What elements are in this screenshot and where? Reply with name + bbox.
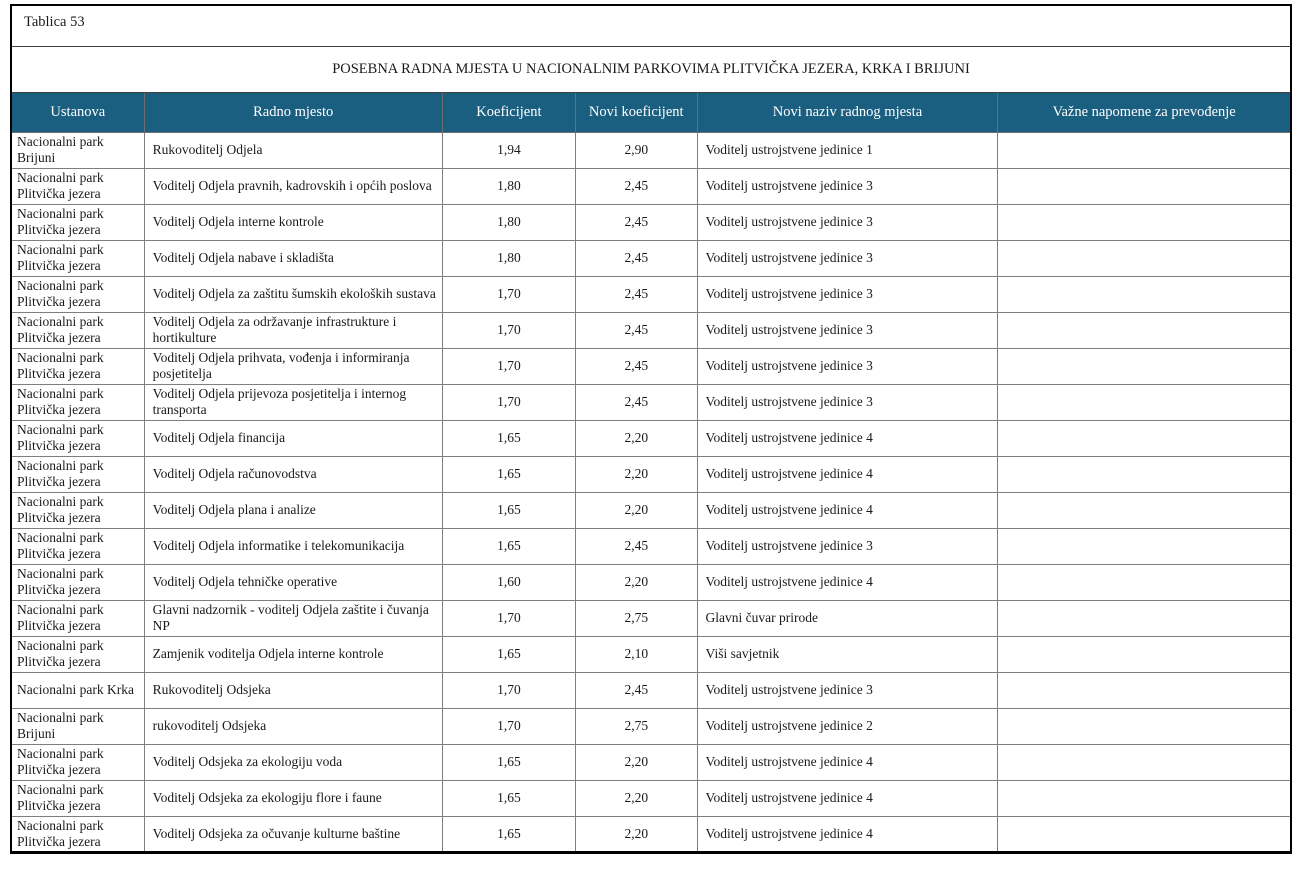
cell-radno: Voditelj Odsjeka za očuvanje kulturne baštine bbox=[144, 816, 442, 852]
cell-napomene bbox=[998, 276, 1291, 312]
cell-novikoef: 2,45 bbox=[575, 276, 697, 312]
cell-radno: Voditelj Odjela plana i analize bbox=[144, 492, 442, 528]
cell-napomene bbox=[998, 384, 1291, 420]
cell-napomene bbox=[998, 348, 1291, 384]
cell-novikoef: 2,75 bbox=[575, 708, 697, 744]
cell-novikoef: 2,20 bbox=[575, 816, 697, 852]
cell-napomene bbox=[998, 708, 1291, 744]
column-header-koef: Koeficijent bbox=[442, 92, 575, 132]
cell-radno: Voditelj Odjela nabave i skladišta bbox=[144, 240, 442, 276]
cell-radno: Voditelj Odjela interne kontrole bbox=[144, 204, 442, 240]
cell-ustanova: Nacionalni park Plitvička jezera bbox=[11, 636, 144, 672]
table-title-row bbox=[11, 46, 1291, 92]
cell-koef: 1,80 bbox=[442, 168, 575, 204]
cell-napomene bbox=[998, 132, 1291, 168]
cell-napomene bbox=[998, 528, 1291, 564]
cell-ustanova: Nacionalni park Plitvička jezera bbox=[11, 528, 144, 564]
cell-naziv: Voditelj ustrojstvene jedinice 3 bbox=[697, 672, 998, 708]
cell-napomene bbox=[998, 672, 1291, 708]
table-row bbox=[11, 204, 1291, 240]
table-row bbox=[11, 240, 1291, 276]
cell-ustanova: Nacionalni park Plitvička jezera bbox=[11, 312, 144, 348]
cell-naziv: Voditelj ustrojstvene jedinice 4 bbox=[697, 816, 998, 852]
table-row bbox=[11, 312, 1291, 348]
cell-naziv: Voditelj ustrojstvene jedinice 2 bbox=[697, 708, 998, 744]
cell-napomene bbox=[998, 744, 1291, 780]
table-body bbox=[11, 132, 1291, 852]
column-header-naziv: Novi naziv radnog mjesta bbox=[697, 92, 998, 132]
table-row bbox=[11, 780, 1291, 816]
column-header-row bbox=[11, 92, 1291, 132]
cell-koef: 1,65 bbox=[442, 780, 575, 816]
cell-radno: Voditelj Odjela za zaštitu šumskih ekoloških sustava bbox=[144, 276, 442, 312]
cell-napomene bbox=[998, 168, 1291, 204]
cell-napomene bbox=[998, 636, 1291, 672]
cell-napomene bbox=[998, 312, 1291, 348]
table-row bbox=[11, 132, 1291, 168]
cell-naziv: Voditelj ustrojstvene jedinice 3 bbox=[697, 168, 998, 204]
cell-naziv: Voditelj ustrojstvene jedinice 4 bbox=[697, 780, 998, 816]
cell-radno: rukovoditelj Odsjeka bbox=[144, 708, 442, 744]
cell-radno: Voditelj Odjela računovodstva bbox=[144, 456, 442, 492]
cell-novikoef: 2,45 bbox=[575, 312, 697, 348]
cell-novikoef: 2,45 bbox=[575, 204, 697, 240]
cell-naziv: Voditelj ustrojstvene jedinice 3 bbox=[697, 348, 998, 384]
cell-radno: Voditelj Odsjeka za ekologiju voda bbox=[144, 744, 442, 780]
cell-ustanova: Nacionalni park Plitvička jezera bbox=[11, 564, 144, 600]
table-row bbox=[11, 420, 1291, 456]
cell-napomene bbox=[998, 600, 1291, 636]
cell-napomene bbox=[998, 456, 1291, 492]
cell-radno: Voditelj Odsjeka za ekologiju flore i faune bbox=[144, 780, 442, 816]
cell-naziv: Voditelj ustrojstvene jedinice 4 bbox=[697, 420, 998, 456]
cell-koef: 1,94 bbox=[442, 132, 575, 168]
cell-koef: 1,70 bbox=[442, 312, 575, 348]
cell-ustanova: Nacionalni park Plitvička jezera bbox=[11, 456, 144, 492]
column-header-radno: Radno mjesto bbox=[144, 92, 442, 132]
cell-ustanova: Nacionalni park Brijuni bbox=[11, 708, 144, 744]
cell-koef: 1,65 bbox=[442, 816, 575, 852]
cell-napomene bbox=[998, 240, 1291, 276]
cell-ustanova: Nacionalni park Brijuni bbox=[11, 132, 144, 168]
cell-novikoef: 2,45 bbox=[575, 672, 697, 708]
cell-naziv: Glavni čuvar prirode bbox=[697, 600, 998, 636]
special-positions-table bbox=[10, 4, 1292, 854]
cell-napomene bbox=[998, 420, 1291, 456]
cell-ustanova: Nacionalni park Plitvička jezera bbox=[11, 816, 144, 852]
cell-napomene bbox=[998, 780, 1291, 816]
table-row bbox=[11, 564, 1291, 600]
cell-koef: 1,65 bbox=[442, 636, 575, 672]
table-row bbox=[11, 744, 1291, 780]
cell-naziv: Voditelj ustrojstvene jedinice 3 bbox=[697, 528, 998, 564]
cell-napomene bbox=[998, 816, 1291, 852]
cell-novikoef: 2,20 bbox=[575, 456, 697, 492]
cell-naziv: Voditelj ustrojstvene jedinice 3 bbox=[697, 312, 998, 348]
cell-ustanova: Nacionalni park Plitvička jezera bbox=[11, 348, 144, 384]
cell-koef: 1,70 bbox=[442, 600, 575, 636]
cell-ustanova: Nacionalni park Krka bbox=[11, 672, 144, 708]
cell-ustanova: Nacionalni park Plitvička jezera bbox=[11, 600, 144, 636]
cell-radno: Voditelj Odjela prijevoza posjetitelja i internog transporta bbox=[144, 384, 442, 420]
cell-radno: Rukovoditelj Odjela bbox=[144, 132, 442, 168]
table-row bbox=[11, 492, 1291, 528]
table-row bbox=[11, 816, 1291, 852]
cell-novikoef: 2,20 bbox=[575, 420, 697, 456]
table-row bbox=[11, 276, 1291, 312]
cell-novikoef: 2,90 bbox=[575, 132, 697, 168]
table-row bbox=[11, 672, 1291, 708]
column-header-napomene: Važne napomene za prevođenje bbox=[998, 92, 1291, 132]
cell-naziv: Voditelj ustrojstvene jedinice 4 bbox=[697, 564, 998, 600]
cell-novikoef: 2,20 bbox=[575, 744, 697, 780]
cell-napomene bbox=[998, 492, 1291, 528]
cell-novikoef: 2,45 bbox=[575, 528, 697, 564]
cell-koef: 1,65 bbox=[442, 528, 575, 564]
table-row bbox=[11, 384, 1291, 420]
cell-koef: 1,65 bbox=[442, 492, 575, 528]
cell-koef: 1,70 bbox=[442, 672, 575, 708]
table-row bbox=[11, 636, 1291, 672]
cell-radno: Rukovoditelj Odsjeka bbox=[144, 672, 442, 708]
column-header-novikoef: Novi koeficijent bbox=[575, 92, 697, 132]
table-label: Tablica 53 bbox=[11, 5, 1291, 46]
cell-naziv: Voditelj ustrojstvene jedinice 3 bbox=[697, 240, 998, 276]
cell-radno: Voditelj Odjela prihvata, vođenja i informiranja posjetitelja bbox=[144, 348, 442, 384]
cell-koef: 1,70 bbox=[442, 384, 575, 420]
cell-napomene bbox=[998, 204, 1291, 240]
cell-novikoef: 2,20 bbox=[575, 492, 697, 528]
cell-naziv: Viši savjetnik bbox=[697, 636, 998, 672]
cell-radno: Voditelj Odjela informatike i telekomunikacija bbox=[144, 528, 442, 564]
cell-naziv: Voditelj ustrojstvene jedinice 3 bbox=[697, 276, 998, 312]
cell-radno: Voditelj Odjela tehničke operative bbox=[144, 564, 442, 600]
cell-naziv: Voditelj ustrojstvene jedinice 3 bbox=[697, 204, 998, 240]
cell-radno: Glavni nadzornik - voditelj Odjela zaštite i čuvanja NP bbox=[144, 600, 442, 636]
cell-ustanova: Nacionalni park Plitvička jezera bbox=[11, 384, 144, 420]
cell-koef: 1,70 bbox=[442, 276, 575, 312]
cell-ustanova: Nacionalni park Plitvička jezera bbox=[11, 780, 144, 816]
cell-koef: 1,70 bbox=[442, 348, 575, 384]
cell-koef: 1,60 bbox=[442, 564, 575, 600]
cell-naziv: Voditelj ustrojstvene jedinice 4 bbox=[697, 744, 998, 780]
cell-ustanova: Nacionalni park Plitvička jezera bbox=[11, 420, 144, 456]
table-label-row bbox=[11, 5, 1291, 46]
cell-novikoef: 2,75 bbox=[575, 600, 697, 636]
cell-novikoef: 2,45 bbox=[575, 168, 697, 204]
column-header-ustanova: Ustanova bbox=[11, 92, 144, 132]
table-row bbox=[11, 348, 1291, 384]
cell-novikoef: 2,20 bbox=[575, 780, 697, 816]
cell-ustanova: Nacionalni park Plitvička jezera bbox=[11, 204, 144, 240]
table-row bbox=[11, 456, 1291, 492]
cell-novikoef: 2,20 bbox=[575, 564, 697, 600]
cell-napomene bbox=[998, 564, 1291, 600]
cell-ustanova: Nacionalni park Plitvička jezera bbox=[11, 492, 144, 528]
cell-novikoef: 2,45 bbox=[575, 384, 697, 420]
cell-koef: 1,65 bbox=[442, 456, 575, 492]
cell-radno: Voditelj Odjela pravnih, kadrovskih i općih poslova bbox=[144, 168, 442, 204]
cell-radno: Voditelj Odjela za održavanje infrastrukture i hortikulture bbox=[144, 312, 442, 348]
cell-novikoef: 2,10 bbox=[575, 636, 697, 672]
cell-radno: Voditelj Odjela financija bbox=[144, 420, 442, 456]
cell-ustanova: Nacionalni park Plitvička jezera bbox=[11, 168, 144, 204]
cell-ustanova: Nacionalni park Plitvička jezera bbox=[11, 276, 144, 312]
cell-naziv: Voditelj ustrojstvene jedinice 4 bbox=[697, 492, 998, 528]
cell-radno: Zamjenik voditelja Odjela interne kontrole bbox=[144, 636, 442, 672]
cell-naziv: Voditelj ustrojstvene jedinice 3 bbox=[697, 384, 998, 420]
cell-naziv: Voditelj ustrojstvene jedinice 1 bbox=[697, 132, 998, 168]
cell-novikoef: 2,45 bbox=[575, 240, 697, 276]
cell-ustanova: Nacionalni park Plitvička jezera bbox=[11, 744, 144, 780]
cell-ustanova: Nacionalni park Plitvička jezera bbox=[11, 240, 144, 276]
cell-naziv: Voditelj ustrojstvene jedinice 4 bbox=[697, 456, 998, 492]
cell-koef: 1,80 bbox=[442, 204, 575, 240]
cell-koef: 1,65 bbox=[442, 744, 575, 780]
table-title: POSEBNA RADNA MJESTA U NACIONALNIM PARKOVIMA PLITVIČKA JEZERA, KRKA I BRIJUNI bbox=[11, 46, 1291, 92]
cell-koef: 1,65 bbox=[442, 420, 575, 456]
table-row bbox=[11, 708, 1291, 744]
table-row bbox=[11, 528, 1291, 564]
cell-koef: 1,80 bbox=[442, 240, 575, 276]
cell-novikoef: 2,45 bbox=[575, 348, 697, 384]
table-row bbox=[11, 168, 1291, 204]
table-row bbox=[11, 600, 1291, 636]
cell-koef: 1,70 bbox=[442, 708, 575, 744]
